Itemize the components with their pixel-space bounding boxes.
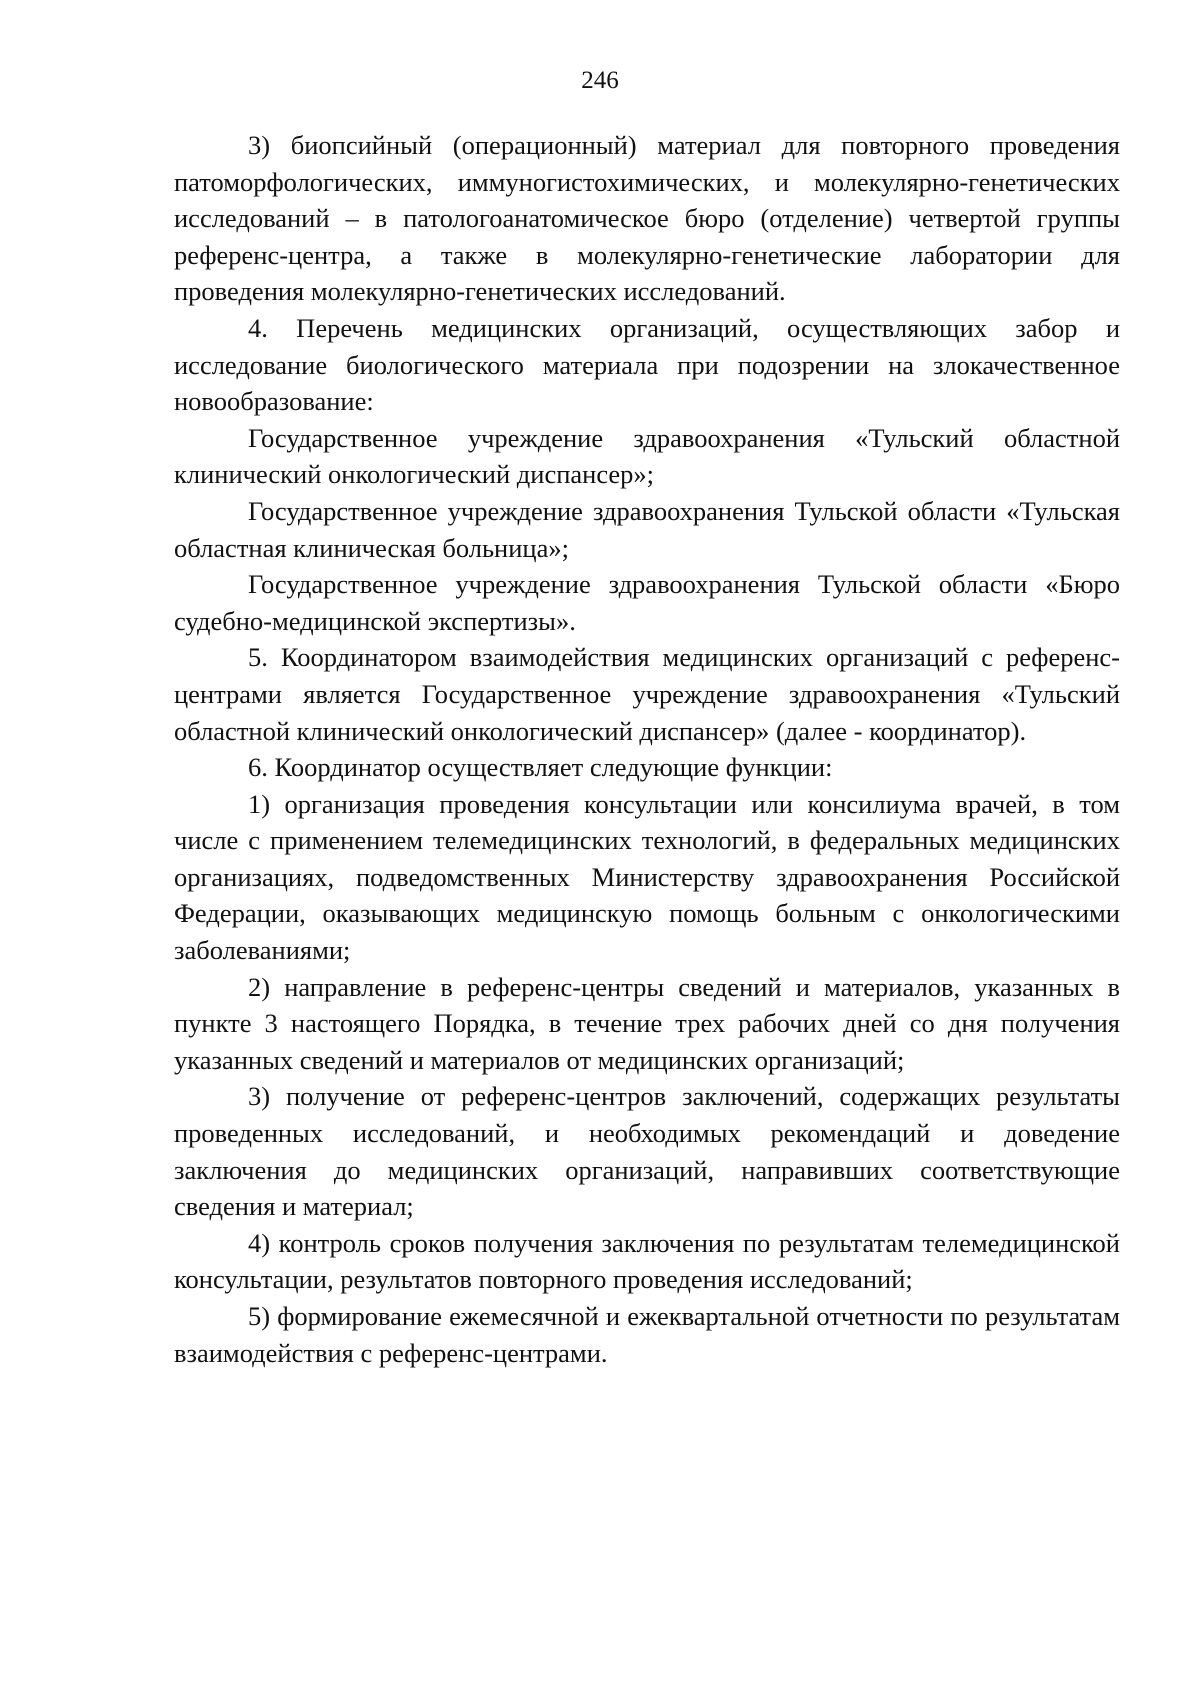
- paragraph-function-4-deadline-control: 4) контроль сроков получения заключения по результатам телемедицинской консультации, результатов повторного проведения исследований;: [174, 1227, 1120, 1295]
- paragraph-organization-forensic-bureau: Государственное учреждение здравоохранения Тульской области «Бюро судебно-медицинской экспертизы».: [174, 569, 1120, 636]
- paragraph-function-2-referral: 2) направление в референс-центры сведений и материалов, указанных в пункте 3 настоящего Порядка, в течение трех рабочих дней со дня получения указанных сведений и материалов от медицинских организаций;: [174, 971, 1120, 1075]
- paragraph-function-3-conclusions: 3) получение от референс-центров заключений, содержащих результаты проведенных исследований, и необходимых рекомендаций и доведение заключения до медицинских организаций, направивших соответствующие сведения и материал;: [174, 1081, 1120, 1222]
- paragraph-function-1-consultation: 1) организация проведения консультации или консилиума врачей, в том числе с применением телемедицинских технологий, в федеральных медицинских организациях, подведомственных Министерству здравоохранения Российской Федерации, оказывающих медицинскую помощь больным с онкологическими заболеваниями;: [174, 788, 1120, 966]
- paragraph-section-4-organizations-list: 4. Перечень медицинских организаций, осуществляющих забор и исследование биологического материала при подозрении на злокачественное новообразование:: [174, 312, 1120, 417]
- paragraph-section-6-functions: 6. Координатор осуществляет следующие функции:: [248, 752, 833, 783]
- paragraph-organization-oncology-dispensary: Государственное учреждение здравоохранения «Тульский областной клинический онкологический диспансер»;: [174, 422, 1120, 490]
- paragraph-organization-regional-hospital: Государственное учреждение здравоохранения Тульской области «Тульская областная клиническая больница»;: [174, 495, 1120, 563]
- paragraph-item-3-biopsy-material: 3) биопсийный (операционный) материал для повторного проведения патоморфологических, иммуногистохимических, и молекулярно-генетических исследований – в патологоанатомическое бюро (отделение) четвертой группы референс-центра, а также в молекулярно-генетические лаборатории для проведения молекулярно-генетических исследований.: [174, 130, 1120, 307]
- paragraph-function-5-reporting: 5) формирование ежемесячной и ежеквартальной отчетности по результатам взаимодействия с референс-центрами.: [174, 1301, 1120, 1368]
- document-body: [174, 127, 1120, 1371]
- paragraph-section-5-coordinator: 5. Координатором взаимодействия медицинских организаций с референс-центрами является Государственное учреждение здравоохранения «Тульский областной клинический онкологический диспансер» (далее - координатор).: [174, 642, 1120, 746]
- page-number: 246: [581, 67, 619, 94]
